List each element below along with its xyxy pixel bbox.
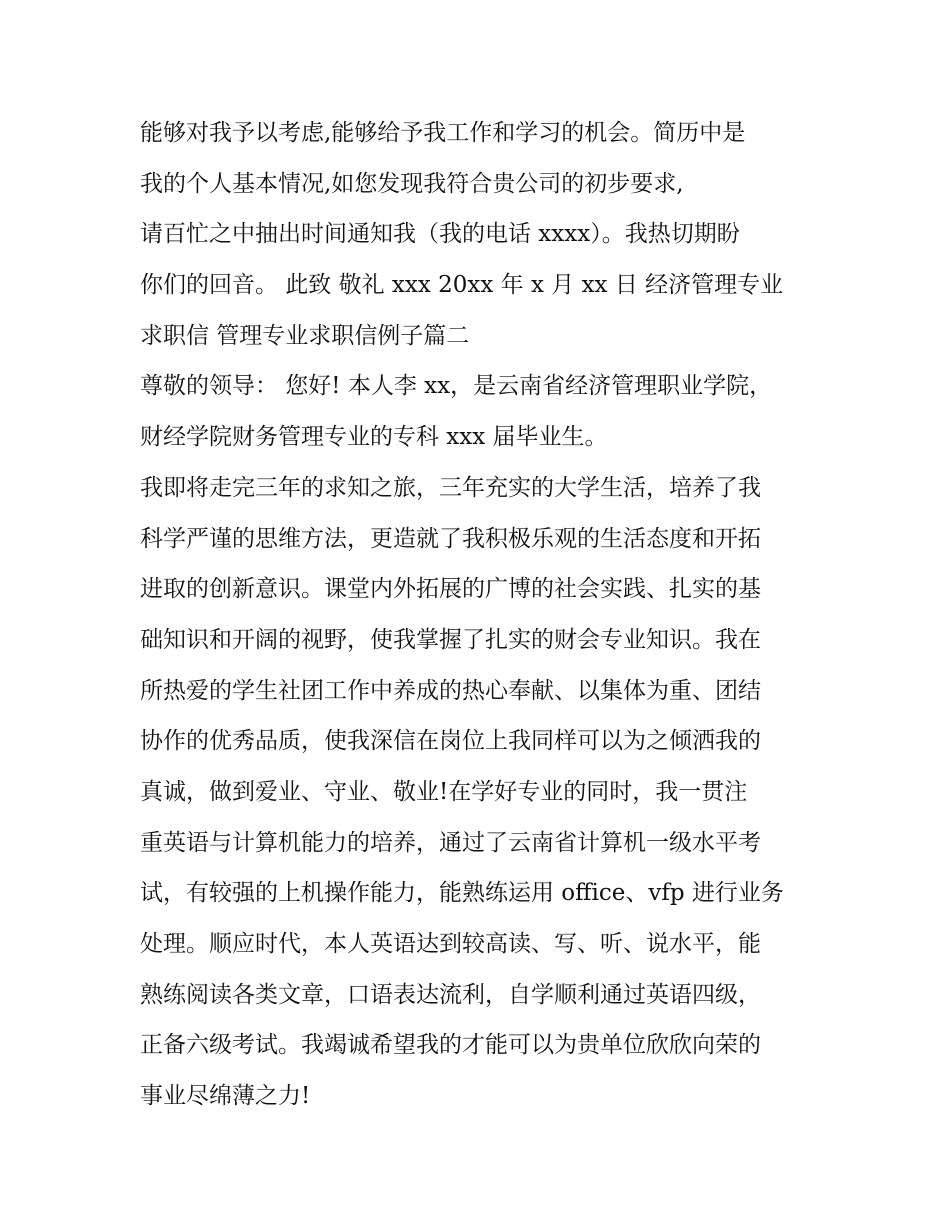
text-line: 础知识和开阔的视野，使我掌握了扎实的财会专业知识。我在 <box>140 626 761 653</box>
text-line: 你们的回音。 此致 敬礼 xxx 20xx 年 x 月 xx 日 经济管理专业 <box>140 272 784 299</box>
text-line: 协作的优秀品质，使我深信在岗位上我同样可以为之倾洒我的 <box>140 728 761 755</box>
text-line: 正备六级考试。我竭诚希望我的才能可以为贵单位欣欣向荣的 <box>140 1032 761 1059</box>
text-line: 我即将走完三年的求知之旅，三年充实的大学生活，培养了我 <box>140 474 761 501</box>
text-line: 科学严谨的思维方法，更造就了我积极乐观的生活态度和开拓 <box>140 525 761 552</box>
text-line: 重英语与计算机能力的培养，通过了云南省计算机一级水平考 <box>140 829 761 856</box>
text-line: 能够对我予以考虑,能够给予我工作和学习的机会。简历中是 <box>140 120 746 146</box>
text-line: 财经学院财务管理专业的专科 xxx 届毕业生。 <box>140 424 608 451</box>
text-line: 进取的创新意识。课堂内外拓展的广博的社会实践、扎实的基 <box>140 576 761 603</box>
text-line: 尊敬的领导： 您好! 本人李 xx，是云南省经济管理职业学院， <box>140 373 773 400</box>
text-line: 真诚，做到爱业、守业、敬业!在学好专业的同时，我一贯注 <box>140 778 748 805</box>
text-line: 熟练阅读各类文章，口语表达流利，自学顺利通过英语四级， <box>140 981 761 1008</box>
text-line: 求职信 管理专业求职信例子篇二 <box>140 322 470 349</box>
document-body <box>140 108 820 1122</box>
text-line: 事业尽绵薄之力! <box>140 1083 311 1110</box>
text-line: 所热爱的学生社团工作中养成的热心奉献、以集体为重、团结 <box>140 677 761 704</box>
text-line: 我的个人基本情况,如您发现我符合贵公司的初步要求, <box>140 170 684 197</box>
text-line: 请百忙之中抽出时间通知我（我的电话 xxxx）。我热切期盼 <box>140 221 740 248</box>
text-line: 处理。顺应时代，本人英语达到较高读、写、听、说水平，能 <box>140 931 761 957</box>
text-line: 试，有较强的上机操作能力，能熟练运用 office、vfp 进行业务 <box>140 880 784 907</box>
